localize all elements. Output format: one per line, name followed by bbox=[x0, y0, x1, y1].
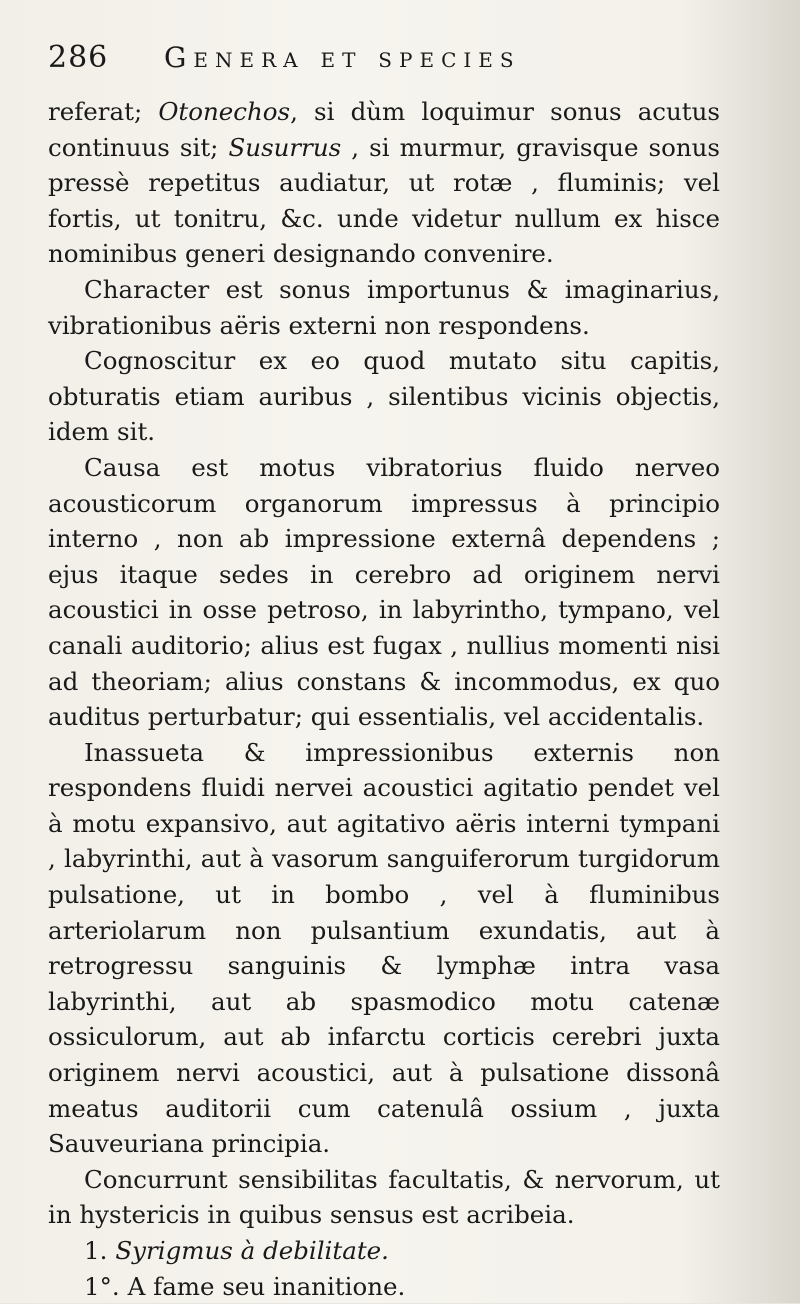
paragraph-text: Concurrunt sensibilitas facultatis, & nervorum, ut in hystericis in quibus sensus est acribeia. bbox=[48, 1164, 720, 1230]
paragraph-text: , si murmur, gravisque sonus pressè repetitus audiatur, ut rotæ , fluminis; vel fortis, ut tonitru, &c. unde videtur nullum ex hisce nominibus generi designando convenire. bbox=[48, 132, 720, 269]
subtype-list bbox=[48, 1233, 720, 1304]
list-item-number: 1. bbox=[84, 1236, 108, 1265]
paragraph bbox=[48, 735, 720, 1162]
paragraph bbox=[48, 343, 720, 450]
paragraph-text: , si dùm loquimur sonus acutus continuus sit; bbox=[48, 97, 721, 162]
list-item-text: Syrigmus à debilitate. bbox=[115, 1236, 389, 1265]
paragraph-text: Cognoscitur ex eo quod mutato situ capitis, obturatis etiam auribus , silentibus vicinis objectis, idem sit. bbox=[48, 346, 720, 447]
paragraph bbox=[48, 94, 720, 272]
paragraph-text: Character est sonus importunus & imaginarius, vibrationibus aëris externi non respondens. bbox=[48, 274, 720, 340]
paragraph-text: referat; bbox=[48, 97, 159, 126]
list-item-number: 1°. bbox=[84, 1271, 120, 1301]
paragraph-text: Inassueta & impressionibus externis non respondens fluidi nervei acoustici agitatio pendet vel à motu expansivo, aut agitativo aëris interni tympani , labyrinthi, aut à vasorum sanguiferorum turgidorum pulsatione, ut in bombo , vel à fluminibus arteriolarum non pulsantium exundatis, aut à retrogressu sanguinis & lymphæ intra vasa labyrinthi, aut ab spasmodico motu catenæ ossiculorum, aut ab infarctu corticis cerebri juxta originem nervi acoustici, aut à pulsatione dissonâ meatus auditorii cum catenulâ ossium , juxta Sauveuriana principia. bbox=[48, 737, 720, 1159]
running-header bbox=[48, 40, 720, 94]
text-block bbox=[48, 40, 720, 1304]
list-item-text: A fame seu inanitione. bbox=[127, 1271, 406, 1301]
paragraph bbox=[48, 450, 720, 735]
paragraph-text: Causa est motus vibratorius fluido nerveo acousticorum organorum impressus à principio interno , non ab impressione externâ dependens ; ejus itaque sedes in cerebro ad originem nervi acoustici in osse petroso, in labyrintho, tympano, vel canali auditorio; alius est fugax , nullius momenti nisi ad theoriam; alius constans & incommodus, ex quo auditus perturbatur; qui essentialis, vel accidentalis. bbox=[48, 452, 720, 732]
italic-term: Susurrus bbox=[228, 132, 342, 162]
list-item bbox=[48, 1233, 720, 1269]
paragraph bbox=[48, 272, 720, 343]
list-item bbox=[48, 1269, 720, 1304]
running-title: Genera et species bbox=[164, 41, 521, 74]
page-number: 286 bbox=[48, 40, 109, 75]
paragraph bbox=[48, 1162, 720, 1233]
body-text bbox=[48, 94, 720, 1233]
italic-term: Otonechos bbox=[158, 97, 291, 126]
